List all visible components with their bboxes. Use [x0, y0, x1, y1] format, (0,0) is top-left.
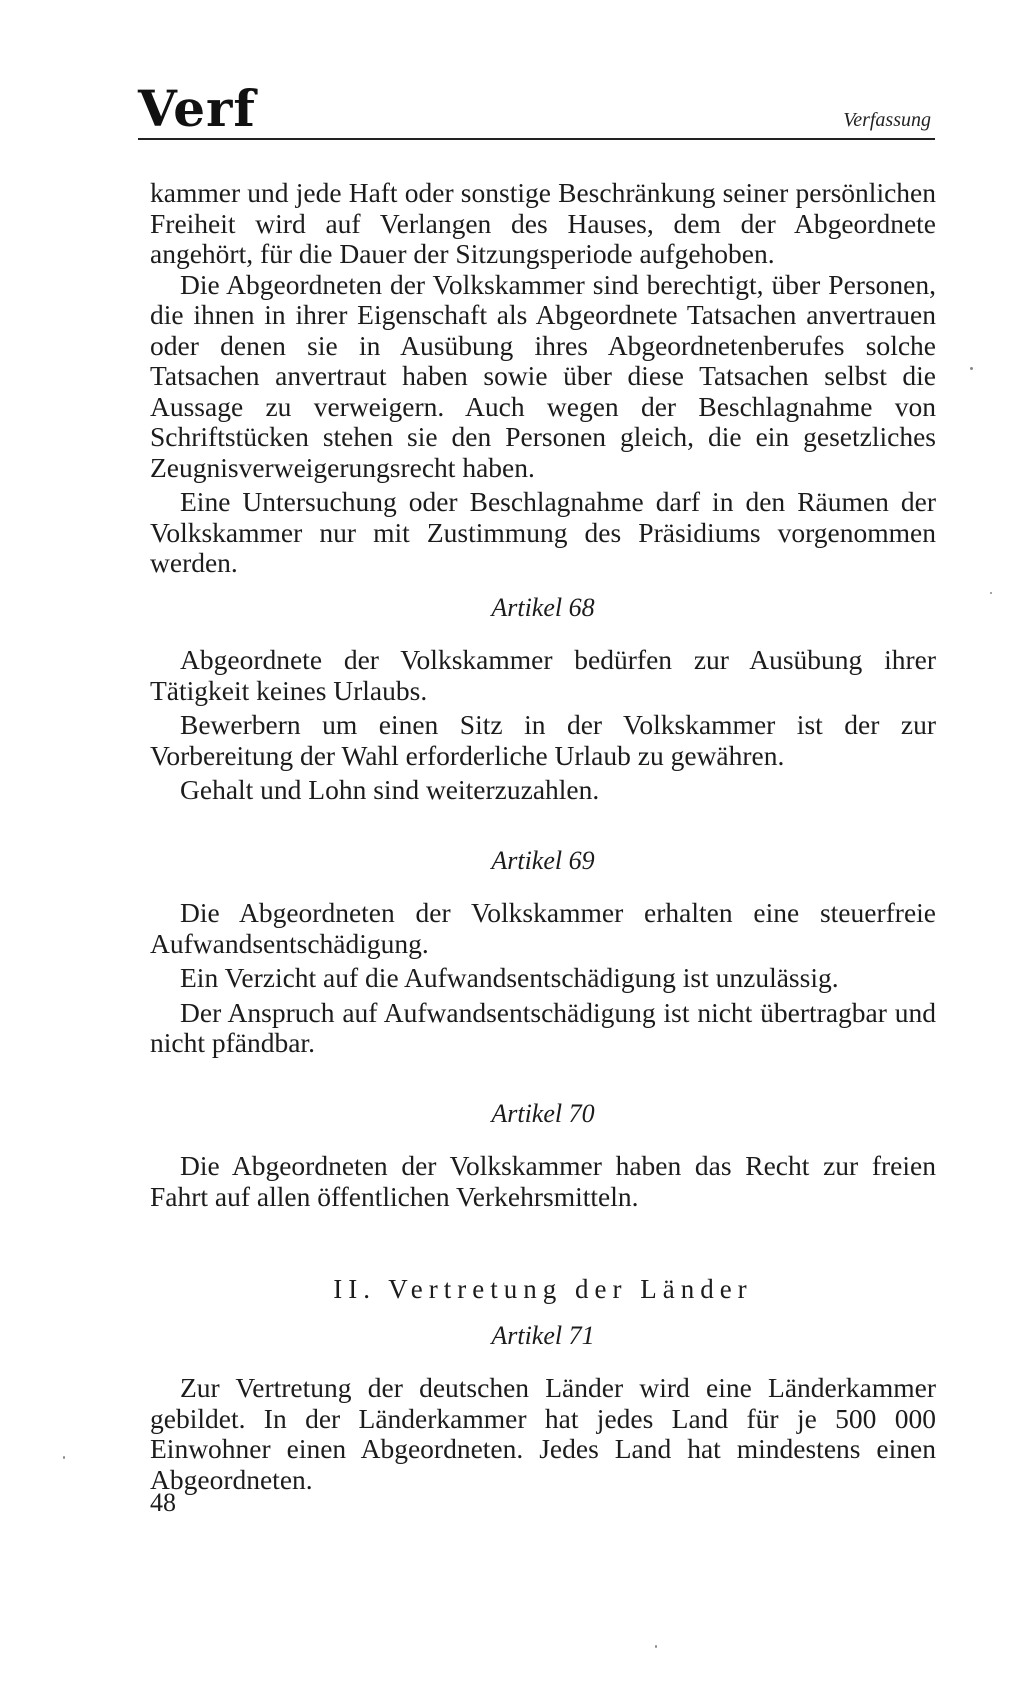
paragraph: Abgeordnete der Volkskammer bedürfen zur Ausübung ihrer Tätigkeit keines Urlaubs.: [150, 644, 936, 706]
article-heading: Artikel 69: [491, 845, 595, 875]
scan-speck: [655, 1645, 657, 1648]
page-body: [150, 178, 936, 1495]
paragraph: Gehalt und Lohn sind weiterzuzahlen.: [180, 774, 600, 805]
section-title: Verfassung: [843, 109, 931, 131]
article-heading: Artikel 68: [491, 592, 595, 622]
paragraph: Bewerbern um einen Sitz in der Volkskammer ist der zur Vorbereitung der Wahl erforderliche Urlaub zu gewähren.: [150, 709, 936, 771]
page-number: 48: [150, 1488, 176, 1517]
chapter-heading: II. Vertretung der Länder: [333, 1274, 753, 1304]
paragraph: Die Abgeordneten der Volkskammer erhalten eine steuerfreie Aufwandsentschädigung.: [150, 897, 936, 959]
paragraph: Ein Verzicht auf die Aufwandsentschädigung ist unzulässig.: [180, 962, 839, 993]
paragraph: Die Abgeordneten der Volkskammer haben das Recht zur freien Fahrt auf allen öffentlichen Verkehrsmitteln.: [150, 1150, 936, 1212]
paragraph: Eine Untersuchung oder Beschlagnahme darf in den Räumen der Volkskammer nur mit Zustimmung des Präsidiums vorgenommen werden.: [150, 486, 936, 578]
paragraph: Der Anspruch auf Aufwandsentschädigung ist nicht übertragbar und nicht pfändbar.: [150, 996, 936, 1058]
running-head: Verf: [138, 79, 256, 138]
article-heading: Artikel 71: [491, 1320, 595, 1350]
scan-speck: [970, 367, 973, 370]
page-header: [138, 78, 935, 140]
paragraph: Zur Vertretung der deutschen Länder wird eine Länderkammer gebildet. In der Länderkammer hat jedes Land für je 500 000 Einwohner einen Abgeordneten. Jedes Land hat mindestens einen Abgeordneten.: [150, 1372, 936, 1495]
paragraph: Die Abgeordneten der Volkskammer sind berechtigt, über Personen, die ihnen in ihrer Eigenschaft als Abgeordnete Tatsachen anvertrauen oder denen sie in Ausübung ihres Abgeordnetenberufes solche Tatsachen anvertraut haben sowie über diese Tatsachen selbst die Aussage zu verweigern. Auch wegen der Beschlagnahme von Schriftstücken stehen sie den Personen gleich, die ein gesetzliches Zeugnisverweigerungsrecht haben.: [150, 268, 936, 483]
article-heading: Artikel 70: [491, 1098, 595, 1128]
scan-speck: [63, 1456, 65, 1459]
paragraph: kammer und jede Haft oder sonstige Beschränkung seiner persönlichen Freiheit wird auf Verlangen des Hauses, dem der Abgeordnete angehört, für die Dauer der Sitzungsperiode aufgehoben.: [150, 177, 936, 269]
scan-speck: [990, 592, 992, 594]
